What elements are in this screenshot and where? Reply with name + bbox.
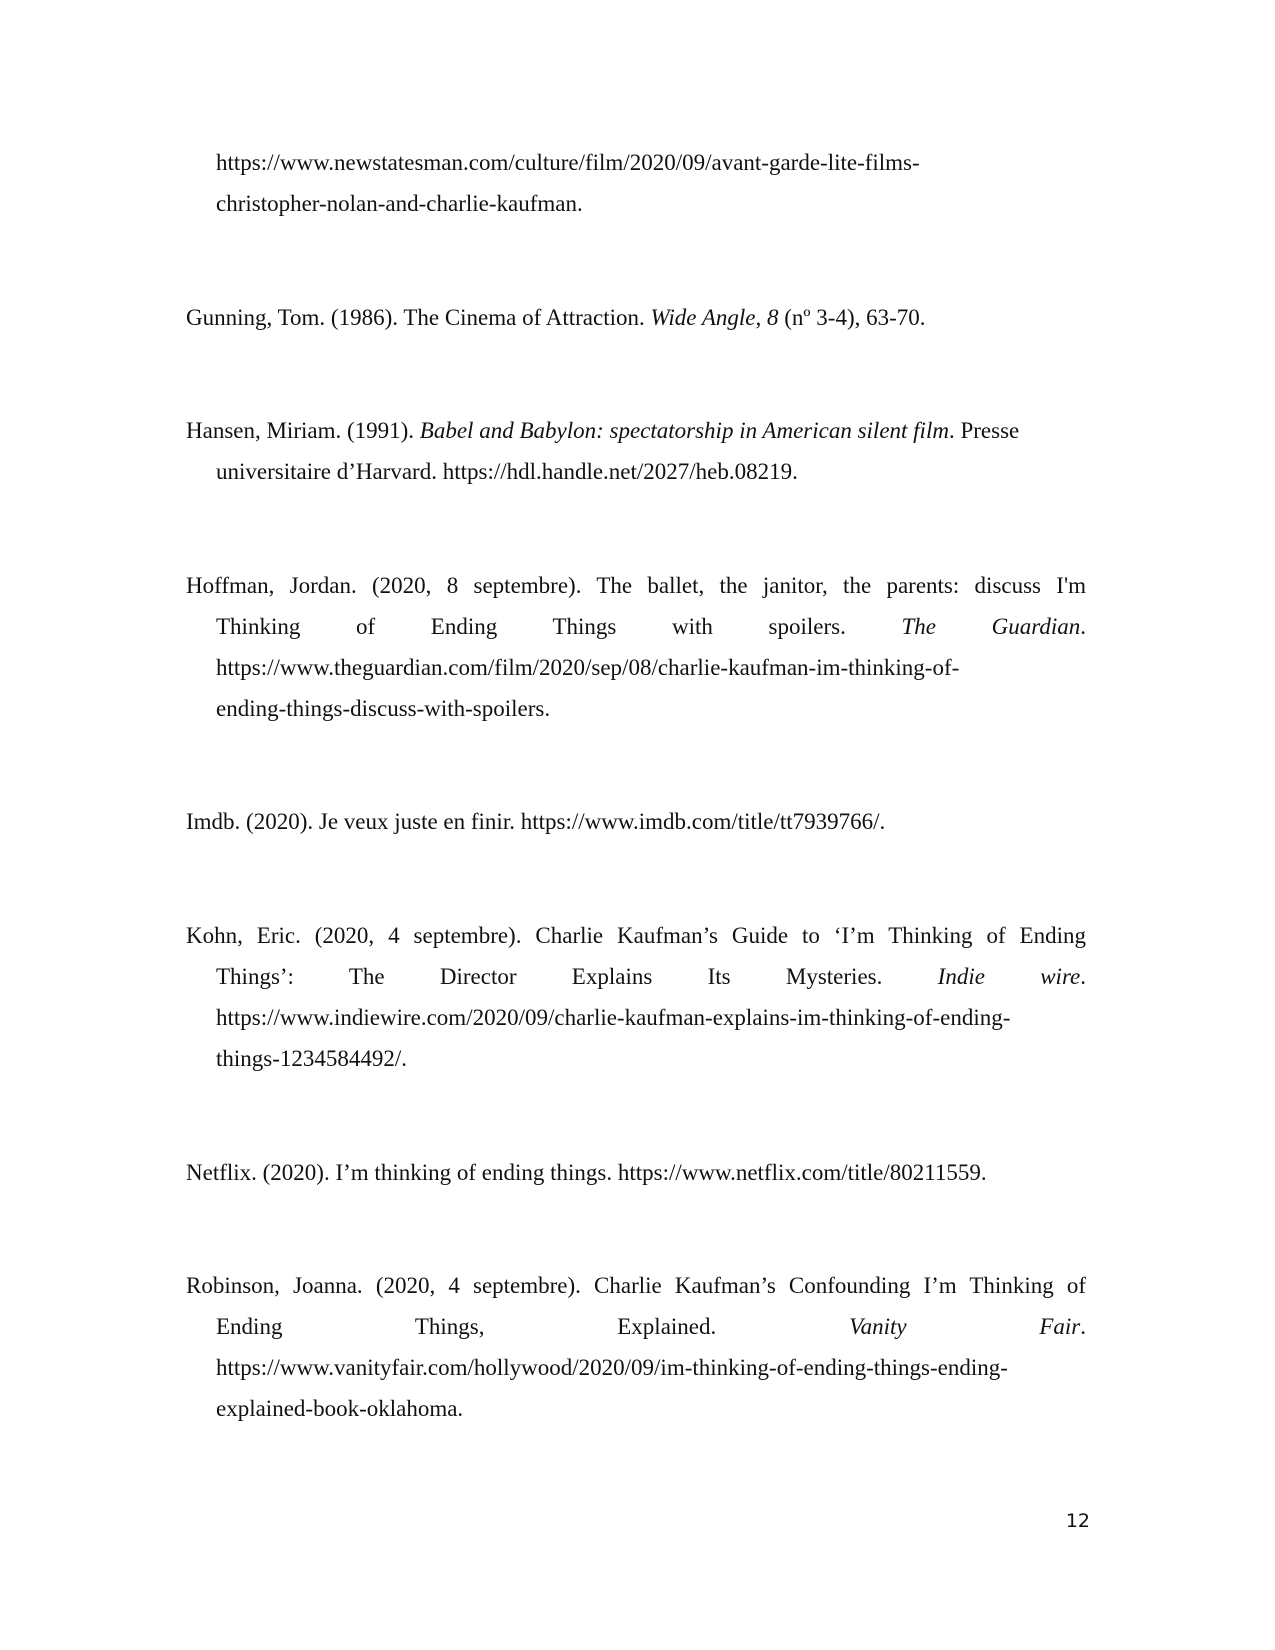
reference-entry-gunning: Gunning, Tom. (1986). The Cinema of Attraction. Wide Angle, 8 (nº 3-4), 63-70. <box>186 305 926 330</box>
reference-entry-imdb: Imdb. (2020). Je veux juste en finir. https://www.imdb.com/title/tt7939766/. <box>186 809 886 834</box>
reference-line: ending-things-discuss-with-spoilers. <box>216 696 551 721</box>
reference-line: https://www.newstatesman.com/culture/film/2020/09/avant-garde-lite-films- <box>216 150 920 175</box>
reference-line: christopher-nolan-and-charlie-kaufman. <box>216 191 583 216</box>
reference-line: https://www.theguardian.com/film/2020/sep/08/charlie-kaufman-im-thinking-of- <box>216 655 960 680</box>
reference-line: explained-book-oklahoma. <box>216 1396 464 1421</box>
reference-entry-hansen: Hansen, Miriam. (1991). Babel and Babylon: spectatorship in American silent film. Presse <box>186 418 1020 443</box>
reference-entry-robinson: Robinson, Joanna. (2020, 4 septembre). Charlie Kaufman’s Confounding I’m Thinking of <box>186 1273 1086 1298</box>
reference-line: Thinking of Ending Things with spoilers. The Guardian. <box>216 614 1086 639</box>
reference-entry-netflix: Netflix. (2020). I’m thinking of ending things. https://www.netflix.com/title/80211559. <box>186 1160 987 1185</box>
reference-line: Ending Things, Explained. Vanity Fair. <box>216 1314 1086 1339</box>
reference-line: Things’: The Director Explains Its Mysteries. Indie wire. <box>216 964 1086 989</box>
reference-entry-hoffman: Hoffman, Jordan. (2020, 8 septembre). The ballet, the janitor, the parents: discuss I'm <box>186 573 1086 598</box>
reference-line: things-1234584492/. <box>216 1046 408 1071</box>
page-number: 12 <box>1065 1510 1090 1532</box>
reference-entry-kohn: Kohn, Eric. (2020, 4 septembre). Charlie Kaufman’s Guide to ‘I’m Thinking of Ending <box>186 923 1086 948</box>
reference-line: https://www.vanityfair.com/hollywood/2020/09/im-thinking-of-ending-things-ending- <box>216 1355 1008 1380</box>
reference-line: universitaire d’Harvard. https://hdl.handle.net/2027/heb.08219. <box>216 459 798 484</box>
reference-line: https://www.indiewire.com/2020/09/charlie-kaufman-explains-im-thinking-of-ending- <box>216 1005 1011 1030</box>
